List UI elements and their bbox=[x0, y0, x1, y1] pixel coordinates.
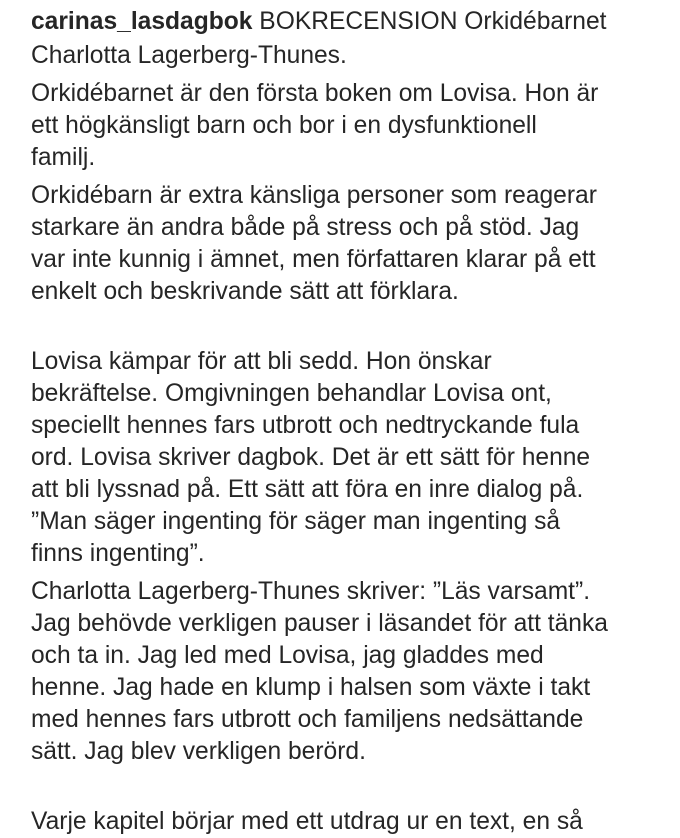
caption-line: Lovisa kämpar för att bli sedd. Hon önskar bbox=[31, 348, 492, 375]
caption-line: att bli lyssnad på. Ett sätt att föra en inre dialog på. bbox=[31, 476, 584, 503]
caption-line: Charlotta Lagerberg-Thunes skriver: ”Läs varsamt”. bbox=[31, 578, 591, 605]
caption-line: Orkidébarnet är den första boken om Lovisa. Hon är bbox=[31, 80, 599, 107]
caption-line: ett högkänsligt barn och bor i en dysfunktionell bbox=[31, 112, 537, 139]
caption-line: bekräftelse. Omgivningen behandlar Lovisa ont, bbox=[31, 380, 552, 407]
caption-line: finns ingenting”. bbox=[31, 540, 205, 567]
caption-line: Charlotta Lagerberg-Thunes. bbox=[31, 42, 347, 69]
username-link[interactable]: carinas_lasdagbok bbox=[31, 8, 253, 35]
caption-line: familj. bbox=[31, 144, 96, 171]
caption-line: med hennes fars utbrott och familjens nedsättande bbox=[31, 706, 584, 733]
caption-line: speciellt hennes fars utbrott och nedtryckande fula bbox=[31, 412, 580, 439]
caption-line: Varje kapitel börjar med ett utdrag ur en text, en så bbox=[31, 808, 583, 835]
caption-line: var inte kunnig i ämnet, men författaren klarar på ett bbox=[31, 246, 596, 273]
caption-line: och ta in. Jag led med Lovisa, jag gladdes med bbox=[31, 642, 544, 669]
caption-line: Orkidébarn är extra känsliga personer som reagerar bbox=[31, 182, 597, 209]
caption-first-line bbox=[31, 6, 606, 38]
caption-line: enkelt och beskrivande sätt att förklara. bbox=[31, 278, 459, 305]
caption-line: Jag behövde verkligen pauser i läsandet för att tänka bbox=[31, 610, 608, 637]
caption-line: starkare än andra både på stress och på stöd. Jag bbox=[31, 214, 580, 241]
caption-line: ord. Lovisa skriver dagbok. Det är ett sätt för henne bbox=[31, 444, 591, 471]
caption-line: ”Man säger ingenting för säger man ingenting så bbox=[31, 508, 561, 535]
caption-text: BOKRECENSION Orkidébarnet bbox=[259, 8, 607, 35]
caption-line: henne. Jag hade en klump i halsen som växte i takt bbox=[31, 674, 591, 701]
caption-line: sätt. Jag blev verkligen berörd. bbox=[31, 738, 366, 765]
